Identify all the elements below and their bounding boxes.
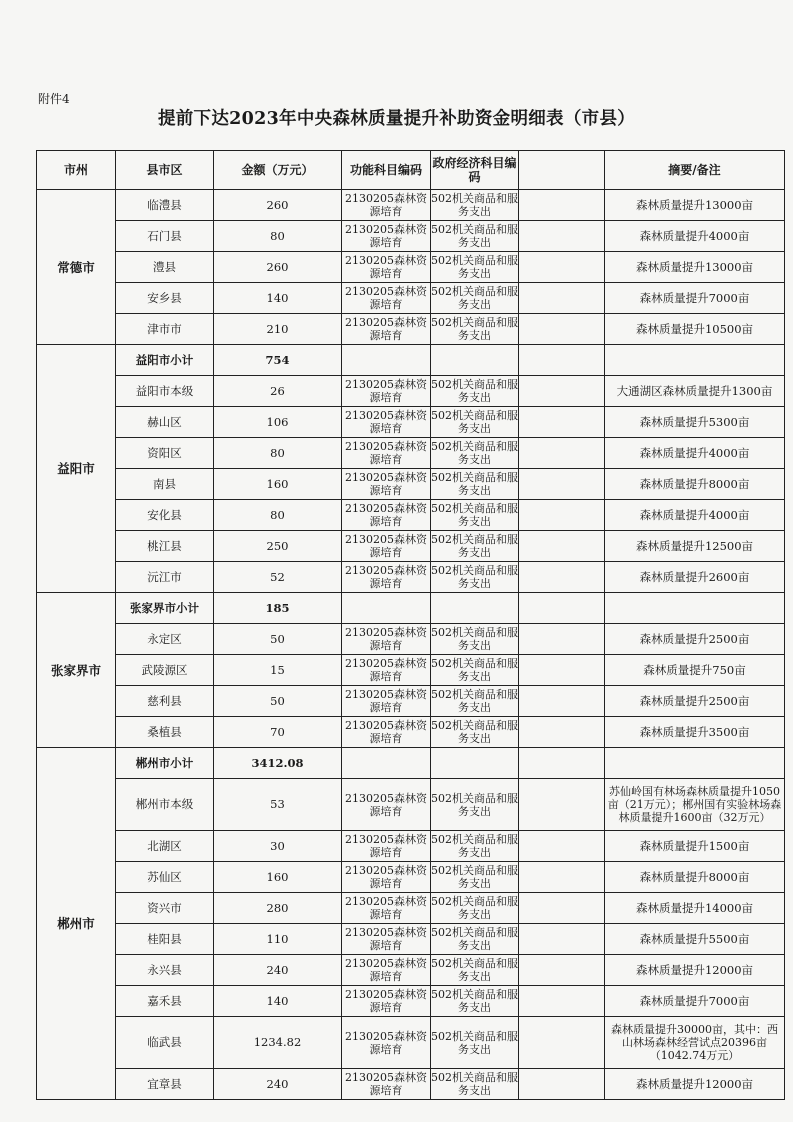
header-note: 摘要/备注: [605, 151, 785, 190]
header-county: 县市区: [116, 151, 214, 190]
func-code-cell: 2130205森林资源培育: [342, 924, 431, 955]
empty-cell: [519, 314, 605, 345]
note-cell: 森林质量提升10500亩: [605, 314, 785, 345]
empty-cell: [519, 686, 605, 717]
func-code-cell: 2130205森林资源培育: [342, 376, 431, 407]
county-cell: 永定区: [116, 624, 214, 655]
amount-cell: 110: [214, 924, 342, 955]
table-row: [37, 1017, 785, 1069]
amount-cell: 80: [214, 500, 342, 531]
amount-cell: 280: [214, 893, 342, 924]
amount-cell: 240: [214, 1069, 342, 1100]
empty-cell: [519, 469, 605, 500]
subtotal-row: [37, 748, 785, 779]
county-cell: 苏仙区: [116, 862, 214, 893]
table-row: [37, 924, 785, 955]
header-func-code: 功能科目编码: [342, 151, 431, 190]
table-row: [37, 779, 785, 831]
func-code-cell: 2130205森林资源培育: [342, 314, 431, 345]
note-cell: 森林质量提升13000亩: [605, 190, 785, 221]
func-code-cell: 2130205森林资源培育: [342, 893, 431, 924]
amount-cell: 80: [214, 438, 342, 469]
table-row: [37, 655, 785, 686]
func-code-cell: 2130205森林资源培育: [342, 221, 431, 252]
county-cell: 安乡县: [116, 283, 214, 314]
header-empty: [519, 151, 605, 190]
empty-cell: [342, 345, 431, 376]
subtotal-amount: 185: [214, 593, 342, 624]
note-cell: 森林质量提升13000亩: [605, 252, 785, 283]
city-cell: 张家界市: [37, 593, 116, 748]
county-cell: 北湖区: [116, 831, 214, 862]
empty-cell: [431, 345, 519, 376]
county-cell: 桑植县: [116, 717, 214, 748]
empty-cell: [519, 779, 605, 831]
amount-cell: 260: [214, 252, 342, 283]
empty-cell: [519, 986, 605, 1017]
amount-cell: 140: [214, 283, 342, 314]
subtotal-label: 益阳市小计: [116, 345, 214, 376]
econ-code-cell: 502机关商品和服务支出: [431, 500, 519, 531]
empty-cell: [519, 955, 605, 986]
county-cell: 津市市: [116, 314, 214, 345]
func-code-cell: 2130205森林资源培育: [342, 686, 431, 717]
header-city: 市州: [37, 151, 116, 190]
note-cell: 苏仙岭国有林场森林质量提升1050亩（21万元）；郴州国有实验林场森林质量提升1600亩（32万元）: [605, 779, 785, 831]
county-cell: 南县: [116, 469, 214, 500]
table-body: [37, 190, 785, 1100]
county-cell: 嘉禾县: [116, 986, 214, 1017]
econ-code-cell: 502机关商品和服务支出: [431, 624, 519, 655]
county-cell: 资阳区: [116, 438, 214, 469]
amount-cell: 70: [214, 717, 342, 748]
empty-cell: [519, 345, 605, 376]
amount-cell: 160: [214, 862, 342, 893]
county-cell: 赫山区: [116, 407, 214, 438]
table-row: [37, 190, 785, 221]
note-cell: 森林质量提升4000亩: [605, 500, 785, 531]
table-row: [37, 862, 785, 893]
amount-cell: 250: [214, 531, 342, 562]
table-row: [37, 717, 785, 748]
empty-cell: [519, 562, 605, 593]
note-cell: 森林质量提升14000亩: [605, 893, 785, 924]
county-cell: 桂阳县: [116, 924, 214, 955]
econ-code-cell: 502机关商品和服务支出: [431, 1069, 519, 1100]
table-row: [37, 686, 785, 717]
func-code-cell: 2130205森林资源培育: [342, 831, 431, 862]
note-cell: 森林质量提升8000亩: [605, 469, 785, 500]
econ-code-cell: 502机关商品和服务支出: [431, 190, 519, 221]
note-cell: 大通湖区森林质量提升1300亩: [605, 376, 785, 407]
note-cell: 森林质量提升1500亩: [605, 831, 785, 862]
county-cell: 临武县: [116, 1017, 214, 1069]
func-code-cell: 2130205森林资源培育: [342, 283, 431, 314]
county-cell: 武陵源区: [116, 655, 214, 686]
county-cell: 桃江县: [116, 531, 214, 562]
amount-cell: 26: [214, 376, 342, 407]
city-cell: 常德市: [37, 190, 116, 345]
empty-cell: [519, 252, 605, 283]
header-row: [37, 151, 785, 190]
table-row: [37, 407, 785, 438]
amount-cell: 53: [214, 779, 342, 831]
table-row: [37, 831, 785, 862]
header-econ-code: 政府经济科目编码: [431, 151, 519, 190]
empty-cell: [519, 862, 605, 893]
empty-cell: [519, 748, 605, 779]
table-row: [37, 624, 785, 655]
table-row: [37, 314, 785, 345]
econ-code-cell: 502机关商品和服务支出: [431, 376, 519, 407]
table-row: [37, 562, 785, 593]
empty-cell: [519, 376, 605, 407]
amount-cell: 15: [214, 655, 342, 686]
empty-cell: [519, 893, 605, 924]
econ-code-cell: 502机关商品和服务支出: [431, 562, 519, 593]
func-code-cell: 2130205森林资源培育: [342, 655, 431, 686]
city-cell: 益阳市: [37, 345, 116, 593]
table-row: [37, 376, 785, 407]
county-cell: 临澧县: [116, 190, 214, 221]
note-cell: 森林质量提升2500亩: [605, 686, 785, 717]
func-code-cell: 2130205森林资源培育: [342, 1017, 431, 1069]
table-row: [37, 283, 785, 314]
table-row: [37, 531, 785, 562]
func-code-cell: 2130205森林资源培育: [342, 531, 431, 562]
empty-cell: [519, 1069, 605, 1100]
empty-cell: [519, 1017, 605, 1069]
attachment-label: 附件4: [38, 92, 70, 106]
funding-table: [36, 150, 785, 1100]
table-row: [37, 438, 785, 469]
note-cell: 森林质量提升3500亩: [605, 717, 785, 748]
header-amount: 金额（万元）: [214, 151, 342, 190]
subtotal-row: [37, 593, 785, 624]
empty-cell: [519, 831, 605, 862]
func-code-cell: 2130205森林资源培育: [342, 252, 431, 283]
amount-cell: 50: [214, 624, 342, 655]
note-cell: 森林质量提升12000亩: [605, 1069, 785, 1100]
econ-code-cell: 502机关商品和服务支出: [431, 779, 519, 831]
empty-cell: [519, 655, 605, 686]
note-cell: 森林质量提升2600亩: [605, 562, 785, 593]
subtotal-amount: 3412.08: [214, 748, 342, 779]
county-cell: 安化县: [116, 500, 214, 531]
table-row: [37, 1069, 785, 1100]
subtotal-label: 郴州市小计: [116, 748, 214, 779]
note-cell: 森林质量提升12000亩: [605, 955, 785, 986]
county-cell: 永兴县: [116, 955, 214, 986]
func-code-cell: 2130205森林资源培育: [342, 624, 431, 655]
econ-code-cell: 502机关商品和服务支出: [431, 314, 519, 345]
econ-code-cell: 502机关商品和服务支出: [431, 283, 519, 314]
note-cell: 森林质量提升5300亩: [605, 407, 785, 438]
empty-cell: [519, 438, 605, 469]
empty-cell: [519, 407, 605, 438]
note-cell: 森林质量提升8000亩: [605, 862, 785, 893]
subtotal-row: [37, 345, 785, 376]
empty-cell: [431, 593, 519, 624]
func-code-cell: 2130205森林资源培育: [342, 1069, 431, 1100]
table-row: [37, 252, 785, 283]
table-row: [37, 955, 785, 986]
empty-cell: [342, 593, 431, 624]
econ-code-cell: 502机关商品和服务支出: [431, 252, 519, 283]
econ-code-cell: 502机关商品和服务支出: [431, 407, 519, 438]
amount-cell: 140: [214, 986, 342, 1017]
func-code-cell: 2130205森林资源培育: [342, 955, 431, 986]
county-cell: 宜章县: [116, 1069, 214, 1100]
econ-code-cell: 502机关商品和服务支出: [431, 717, 519, 748]
amount-cell: 50: [214, 686, 342, 717]
empty-cell: [519, 624, 605, 655]
note-cell: 森林质量提升5500亩: [605, 924, 785, 955]
func-code-cell: 2130205森林资源培育: [342, 190, 431, 221]
empty-cell: [605, 748, 785, 779]
func-code-cell: 2130205森林资源培育: [342, 986, 431, 1017]
func-code-cell: 2130205森林资源培育: [342, 562, 431, 593]
empty-cell: [342, 748, 431, 779]
empty-cell: [519, 531, 605, 562]
empty-cell: [519, 717, 605, 748]
table-row: [37, 893, 785, 924]
econ-code-cell: 502机关商品和服务支出: [431, 221, 519, 252]
func-code-cell: 2130205森林资源培育: [342, 438, 431, 469]
func-code-cell: 2130205森林资源培育: [342, 862, 431, 893]
county-cell: 石门县: [116, 221, 214, 252]
county-cell: 益阳市本级: [116, 376, 214, 407]
amount-cell: 30: [214, 831, 342, 862]
amount-cell: 80: [214, 221, 342, 252]
county-cell: 郴州市本级: [116, 779, 214, 831]
econ-code-cell: 502机关商品和服务支出: [431, 1017, 519, 1069]
note-cell: 森林质量提升7000亩: [605, 283, 785, 314]
empty-cell: [519, 500, 605, 531]
empty-cell: [519, 190, 605, 221]
func-code-cell: 2130205森林资源培育: [342, 779, 431, 831]
econ-code-cell: 502机关商品和服务支出: [431, 893, 519, 924]
note-cell: 森林质量提升7000亩: [605, 986, 785, 1017]
amount-cell: 1234.82: [214, 1017, 342, 1069]
empty-cell: [605, 593, 785, 624]
econ-code-cell: 502机关商品和服务支出: [431, 655, 519, 686]
empty-cell: [519, 221, 605, 252]
econ-code-cell: 502机关商品和服务支出: [431, 862, 519, 893]
amount-cell: 52: [214, 562, 342, 593]
note-cell: 森林质量提升4000亩: [605, 438, 785, 469]
city-cell: 郴州市: [37, 748, 116, 1100]
county-cell: 澧县: [116, 252, 214, 283]
empty-cell: [519, 283, 605, 314]
table-row: [37, 221, 785, 252]
econ-code-cell: 502机关商品和服务支出: [431, 986, 519, 1017]
note-cell: 森林质量提升2500亩: [605, 624, 785, 655]
amount-cell: 210: [214, 314, 342, 345]
subtotal-label: 张家界市小计: [116, 593, 214, 624]
empty-cell: [519, 924, 605, 955]
county-cell: 慈利县: [116, 686, 214, 717]
empty-cell: [605, 345, 785, 376]
func-code-cell: 2130205森林资源培育: [342, 407, 431, 438]
func-code-cell: 2130205森林资源培育: [342, 717, 431, 748]
econ-code-cell: 502机关商品和服务支出: [431, 531, 519, 562]
note-cell: 森林质量提升750亩: [605, 655, 785, 686]
note-cell: 森林质量提升12500亩: [605, 531, 785, 562]
amount-cell: 260: [214, 190, 342, 221]
county-cell: 资兴市: [116, 893, 214, 924]
county-cell: 沅江市: [116, 562, 214, 593]
func-code-cell: 2130205森林资源培育: [342, 469, 431, 500]
subtotal-amount: 754: [214, 345, 342, 376]
econ-code-cell: 502机关商品和服务支出: [431, 955, 519, 986]
func-code-cell: 2130205森林资源培育: [342, 500, 431, 531]
amount-cell: 160: [214, 469, 342, 500]
amount-cell: 106: [214, 407, 342, 438]
table-row: [37, 500, 785, 531]
econ-code-cell: 502机关商品和服务支出: [431, 924, 519, 955]
table-row: [37, 469, 785, 500]
econ-code-cell: 502机关商品和服务支出: [431, 686, 519, 717]
econ-code-cell: 502机关商品和服务支出: [431, 469, 519, 500]
econ-code-cell: 502机关商品和服务支出: [431, 438, 519, 469]
page-title: 提前下达2023年中央森林质量提升补助资金明细表（市县）: [157, 109, 636, 129]
table-row: [37, 986, 785, 1017]
note-cell: 森林质量提升4000亩: [605, 221, 785, 252]
empty-cell: [519, 593, 605, 624]
empty-cell: [431, 748, 519, 779]
note-cell: 森林质量提升30000亩，其中：西山林场森林经营试点20396亩（1042.74万元）: [605, 1017, 785, 1069]
econ-code-cell: 502机关商品和服务支出: [431, 831, 519, 862]
amount-cell: 240: [214, 955, 342, 986]
